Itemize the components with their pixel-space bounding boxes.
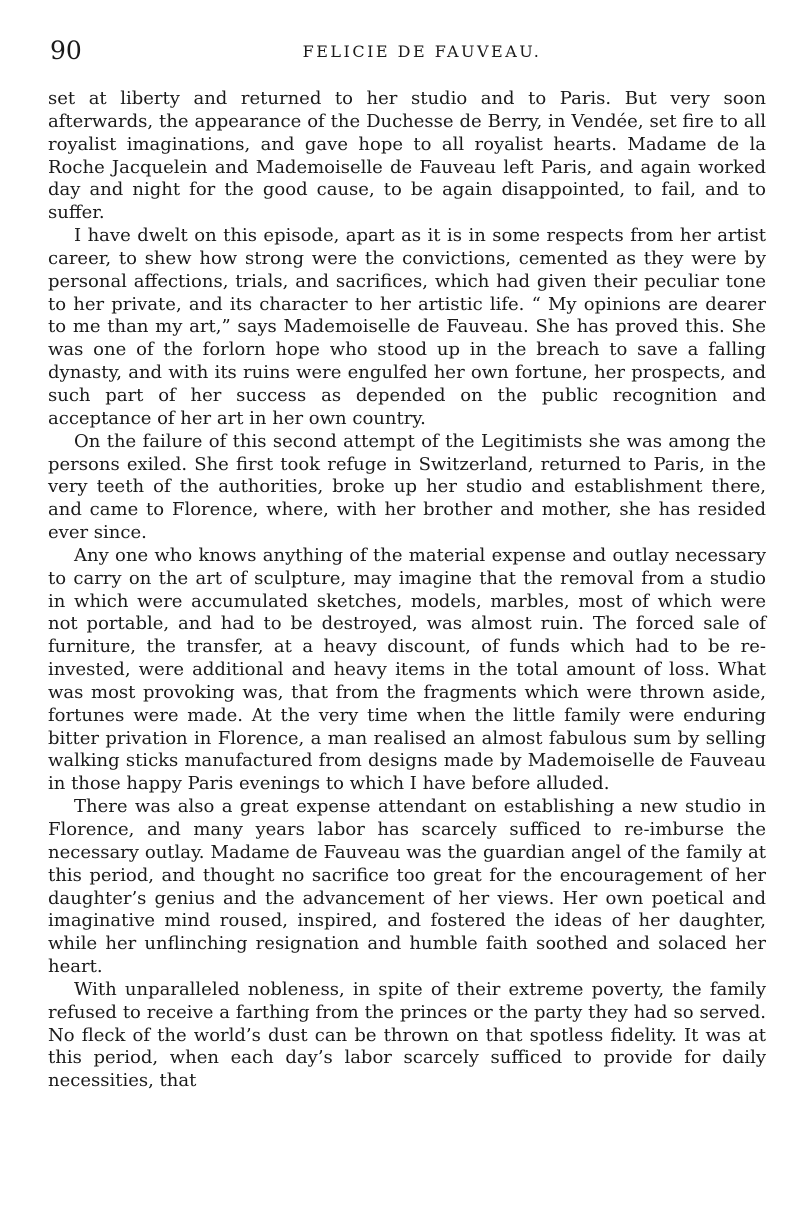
page-number: 90 (50, 36, 82, 65)
paragraph: I have dwelt on this episode, apart as it is in some respects from her artist career, to shew how strong were the convictions, cemented as they were by personal affections, trials, and sacrifices, which had given their peculiar tone to her private, and its character to her artistic life. “ My opinions are dearer to me than my art,” says Mademoiselle de Fauveau. She has proved this. She was one of the forlorn hope who stood up in the breach to save a falling dynasty, and with its ruins were engulfed her own fortune, her prospects, and such part of her success as depended on the public recognition and acceptance of her art in her own country. (48, 225, 766, 429)
paragraph: Any one who knows anything of the material expense and outlay necessary to carry on the art of sculpture, may imagine that the removal from a studio in which were accumulated sketches, models, marbles, most of which were not portable, and had to be destroyed, was almost ruin. The forced sale of furniture, the transfer, at a heavy discount, of funds which had to be re-invested, were additional and heavy items in the total amount of loss. What was most provoking was, that from the fragments which were thrown aside, fortunes were made. At the very time when the little family were enduring bitter privation in Florence, a man realised an almost fabulous sum by selling walking sticks manufactured from designs made by Mademoiselle de Fauveau in those happy Paris evenings to which I have before alluded. (48, 544, 766, 795)
running-title: FELICIE DE FAUVEAU. (302, 42, 542, 61)
paragraph-continuation: set at liberty and returned to her studio and to Paris. But very soon afterwards, the appearance of the Duchesse de Berry, in Vendée, set fire to all royalist imaginations, and gave hope to all royalist hearts. Madame de la Roche Jacquelein and Mademoiselle de Fauveau left Paris, and again worked day and night for the good cause, to be again disappointed, to fail, and to suffer. (48, 88, 766, 224)
paragraph: On the failure of this second attempt of the Legitimists she was among the persons exiled. She first took refuge in Switzerland, returned to Paris, in the very teeth of the authorities, broke up her studio and establishment there, and came to Florence, where, with her brother and mother, she has resided ever since. (48, 430, 766, 544)
paragraph: There was also a great expense attendant on establishing a new studio in Florence, and many years labor has scarcely sufficed to re-imburse the necessary outlay. Madame de Fauveau was the guardian angel of the family at this period, and thought no sacrifice too great for the encouragement of her daughter’s genius and the advancement of her views. Her own poetical and imaginative mind roused, inspired, and fostered the ideas of her daughter, while her unflinching resignation and humble faith soothed and solaced her heart. (48, 796, 766, 978)
body-text (48, 88, 766, 1093)
paragraph: With unparalleled nobleness, in spite of their extreme poverty, the family refused to receive a farthing from the princes or the party they had so served. No fleck of the world’s dust can be thrown on that spotless fidelity. It was at this period, when each day’s labor scarcely sufficed to provide for daily necessities, that (48, 978, 766, 1092)
page-header (50, 36, 766, 66)
